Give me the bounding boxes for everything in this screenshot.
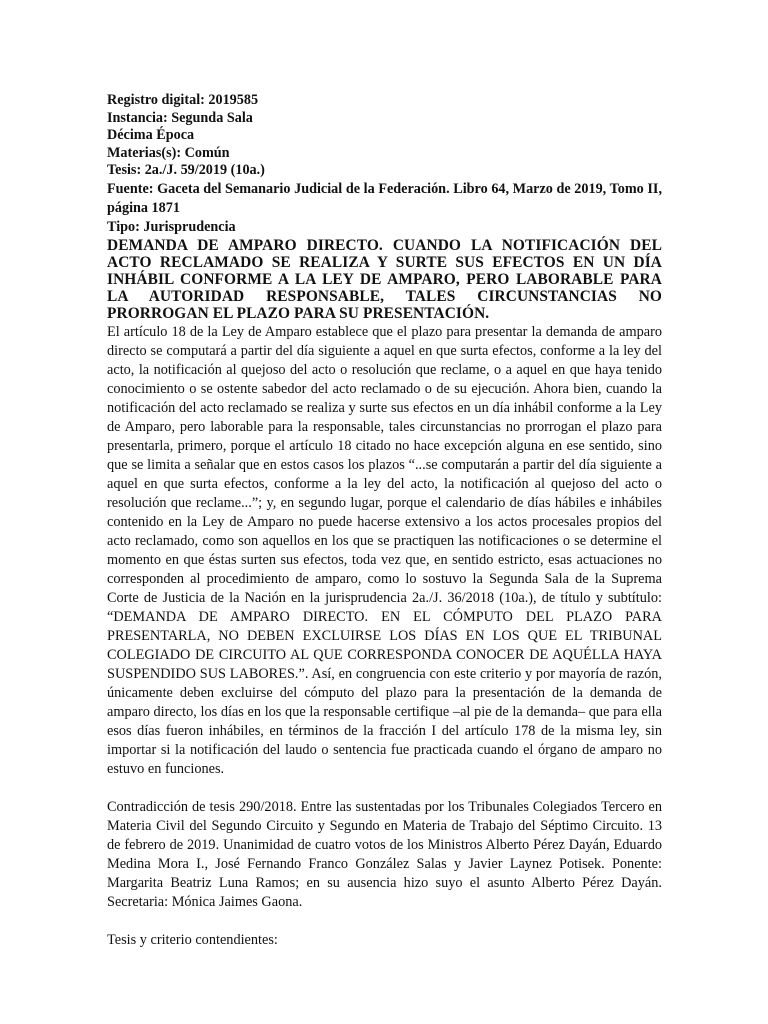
tesis-body-text: El artículo 18 de la Ley de Amparo establece que el plazo para presentar la demanda de amparo directo se computará a partir del día siguiente a aquel en que surta efectos, conforme a la ley del acto, la notificación al quejoso del acto o resolución que reclame, o a aquel en que haya tenido conocimiento o se ostente sabedor del acto reclamado o de su ejecución. Ahora bien, cuando la notificación del acto reclamado se realiza y surte sus efectos en un día inhábil conforme a la Ley de Amparo, pero laborable para la responsable, tales circunstancias no prorrogan el plazo para presentarla, primero, porque el artículo 18 citado no hace excepción alguna en ese sentido, sino que se limita a señalar que en estos casos los plazos “...se computarán a partir del día siguiente a aquel en que surta efectos, conforme a la ley del acto, la notificación al quejoso del acto o resolución que reclame...”; y, en segundo lugar, porque el calendario de días hábiles e inhábiles contenido en la Ley de Amparo no puede hacerse extensivo a los actos procesales propios del acto reclamado, como son aquellos en los que se practiquen las notificaciones o se determine el momento en que éstas surten sus efectos, toda vez que, en sentido estricto, esas actuaciones no corresponden al procedimiento de amparo, como lo sostuvo la Segunda Sala de la Suprema Corte de Justicia de la Nación en la jurisprudencia 2a./J. 36/2018 (10a.), de título y subtítulo: “DEMANDA DE AMPARO DIRECTO. EN EL CÓMPUTO DEL PLAZO PARA PRESENTARLA, NO DEBEN EXCLUIRSE LOS DÍAS EN LOS QUE EL TRIBUNAL COLEGIADO DE CIRCUITO AL QUE CORRESPONDA CONOCER DE AQUÉLLA HAYA SUSPENDIDO SUS LABORES.”. Así, en congruencia con este criterio y por mayoría de razón, únicamente deben excluirse del cómputo del plazo para la presentación de la demanda de amparo directo, los días en los que la responsable certifique –al pie de la demanda– que para ella esos días fueron inhábiles, en términos de la fracción I del artículo 178 de la misma ley, sin importar si la notificación del laudo o sentencia fue practicada cuando el órgano de amparo no estuvo en funciones. xyxy=(107,323,662,777)
rubro-title: DEMANDA DE AMPARO DIRECTO. CUANDO LA NOTIFICACIÓN DEL ACTO RECLAMADO SE REALIZA Y SURTE SUS EFECTOS EN UN DÍA INHÁBIL CONFORME A LA LEY DE AMPARO, PERO LABORABLE PARA LA AUTORIDAD RESPONSABLE, TALES CIRCUNSTANCIAS NO PRORROGAN EL PLAZO PARA SU PRESENTACIÓN. xyxy=(107,236,662,323)
tesis-number: Tesis: 2a./J. 59/2019 (10a.) xyxy=(107,162,265,179)
precedente-paragraph: Contradicción de tesis 290/2018. Entre las sustentadas por los Tribunales Colegiados Tercero en Materia Civil del Segundo Circuito y Segundo en Materia de Trabajo del Séptimo Circuito. 13 de febrero de 2019. Unanimidad de cuatro votos de los Ministros Alberto Pérez Dayán, Eduardo Medina Mora I., José Fernando Franco González Salas y Javier Laynez Potisek. Ponente: Margarita Beatriz Luna Ramos; en su ausencia hizo suyo el asunto Alberto Pérez Dayán. Secretaria: Mónica Jaimes Gaona. xyxy=(107,798,662,910)
fuente: Fuente: Gaceta del Semanario Judicial de la Federación. Libro 64, Marzo de 2019, Tomo II, página 1871 xyxy=(107,180,662,217)
contendientes-heading: Tesis y criterio contendientes: xyxy=(107,931,278,948)
registro-digital: Registro digital: 2019585 xyxy=(107,92,259,108)
document-page xyxy=(107,92,662,950)
materias: Materias(s): Común xyxy=(107,144,230,161)
instancia: Instancia: Segunda Sala xyxy=(107,109,253,126)
tipo: Tipo: Jurisprudencia xyxy=(107,218,236,235)
epoca: Décima Época xyxy=(107,127,195,144)
